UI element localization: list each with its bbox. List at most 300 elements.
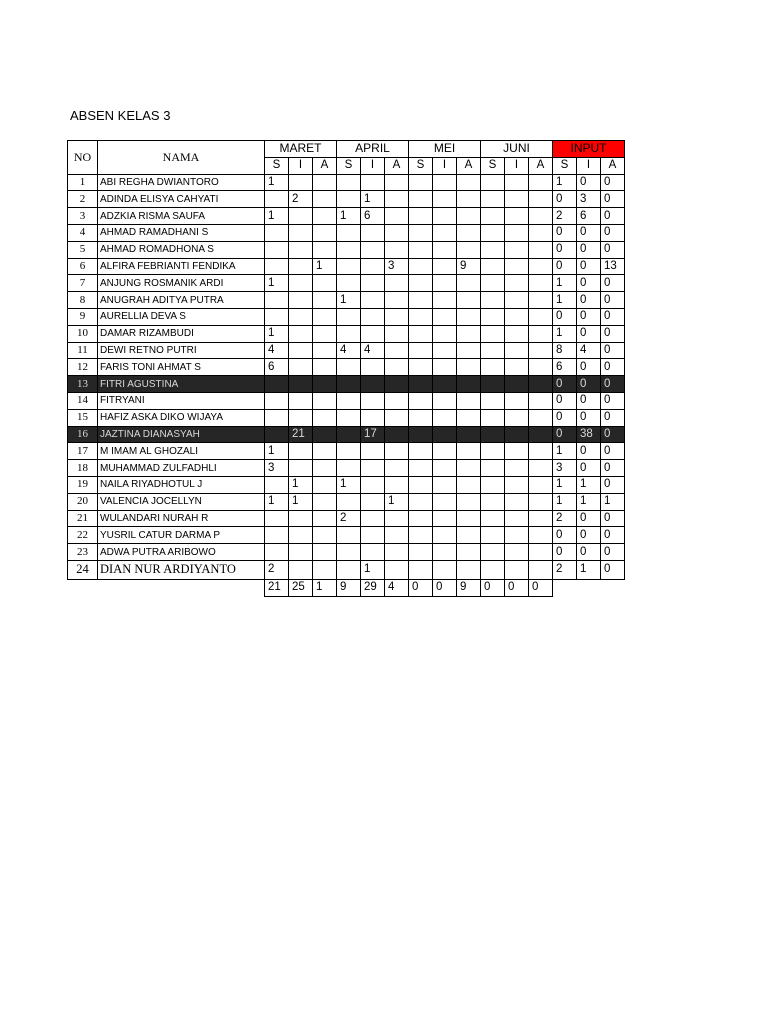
attendance-cell: 4 — [337, 342, 361, 359]
student-name: NAILA RIYADHOTUL J — [98, 476, 265, 493]
attendance-cell — [481, 224, 505, 241]
attendance-cell — [313, 476, 337, 493]
attendance-cell — [481, 342, 505, 359]
attendance-cell — [457, 476, 481, 493]
input-total-cell: 0 — [601, 460, 625, 477]
attendance-cell — [433, 527, 457, 544]
attendance-cell — [361, 224, 385, 241]
input-total-cell: 0 — [601, 443, 625, 460]
attendance-cell — [505, 325, 529, 342]
input-total-cell: 0 — [601, 325, 625, 342]
table-row — [68, 258, 625, 275]
attendance-cell — [409, 409, 433, 426]
attendance-cell — [457, 392, 481, 409]
attendance-cell — [505, 241, 529, 258]
attendance-cell — [457, 359, 481, 376]
attendance-cell — [409, 527, 433, 544]
attendance-cell — [481, 560, 505, 579]
table-row — [68, 560, 625, 579]
attendance-cell — [433, 560, 457, 579]
attendance-cell — [433, 241, 457, 258]
attendance-cell — [409, 560, 433, 579]
attendance-cell — [337, 258, 361, 275]
attendance-cell — [433, 275, 457, 292]
attendance-cell — [361, 443, 385, 460]
attendance-cell: 1 — [361, 191, 385, 208]
attendance-cell: 6 — [361, 208, 385, 225]
attendance-cell — [409, 493, 433, 510]
attendance-cell — [529, 241, 553, 258]
attendance-cell — [313, 443, 337, 460]
attendance-cell — [265, 544, 289, 561]
attendance-cell — [409, 392, 433, 409]
attendance-cell — [433, 208, 457, 225]
attendance-cell — [289, 409, 313, 426]
student-name: M IMAM AL GHOZALI — [98, 443, 265, 460]
row-number: 2 — [68, 191, 98, 208]
attendance-cell: 2 — [265, 560, 289, 579]
input-total-cell: 1 — [577, 493, 601, 510]
attendance-cell — [289, 308, 313, 325]
attendance-cell — [529, 544, 553, 561]
attendance-cell — [313, 174, 337, 191]
student-name: ABI REGHA DWIANTORO — [98, 174, 265, 191]
row-number: 24 — [68, 560, 98, 579]
attendance-cell — [505, 560, 529, 579]
attendance-cell — [385, 208, 409, 225]
row-number: 22 — [68, 527, 98, 544]
attendance-cell — [313, 359, 337, 376]
attendance-cell: 4 — [361, 342, 385, 359]
attendance-cell — [481, 460, 505, 477]
attendance-cell — [409, 325, 433, 342]
student-name: FITRI AGUSTINA — [98, 376, 265, 393]
row-number: 1 — [68, 174, 98, 191]
column-header-no: NO — [68, 141, 98, 175]
input-total-cell: 0 — [577, 325, 601, 342]
attendance-cell: 1 — [265, 275, 289, 292]
attendance-cell — [385, 544, 409, 561]
student-name: DIAN NUR ARDIYANTO — [98, 560, 265, 579]
row-number: 19 — [68, 476, 98, 493]
attendance-cell — [505, 426, 529, 443]
input-total-cell: 0 — [577, 359, 601, 376]
attendance-cell — [313, 426, 337, 443]
input-total-cell: 1 — [553, 292, 577, 309]
attendance-cell — [337, 527, 361, 544]
row-number: 5 — [68, 241, 98, 258]
input-total-cell: 0 — [577, 527, 601, 544]
attendance-cell — [337, 376, 361, 393]
attendance-cell — [289, 241, 313, 258]
attendance-cell — [361, 392, 385, 409]
row-number: 16 — [68, 426, 98, 443]
attendance-cell — [433, 325, 457, 342]
attendance-cell — [385, 460, 409, 477]
attendance-cell — [481, 443, 505, 460]
attendance-cell — [409, 275, 433, 292]
input-total-cell: 0 — [577, 308, 601, 325]
attendance-cell — [457, 460, 481, 477]
attendance-cell — [409, 359, 433, 376]
student-name: DAMAR RIZAMBUDI — [98, 325, 265, 342]
sub-header-cell: A — [457, 157, 481, 174]
column-total-cell: 4 — [385, 579, 409, 596]
input-total-cell: 0 — [577, 409, 601, 426]
sub-header-cell: S — [553, 157, 577, 174]
input-total-cell: 13 — [601, 258, 625, 275]
row-number: 18 — [68, 460, 98, 477]
attendance-cell — [265, 308, 289, 325]
attendance-cell — [505, 443, 529, 460]
sub-header-cell: S — [409, 157, 433, 174]
document-title: ABSEN KELAS 3 — [70, 108, 171, 123]
input-total-cell: 3 — [553, 460, 577, 477]
attendance-cell — [481, 174, 505, 191]
attendance-cell — [337, 426, 361, 443]
row-number: 13 — [68, 376, 98, 393]
student-name: JAZTINA DIANASYAH — [98, 426, 265, 443]
attendance-cell — [313, 292, 337, 309]
attendance-cell — [433, 292, 457, 309]
attendance-cell — [385, 376, 409, 393]
table-row — [68, 241, 625, 258]
attendance-cell — [289, 527, 313, 544]
attendance-cell — [457, 527, 481, 544]
row-number: 4 — [68, 224, 98, 241]
sub-header-cell: S — [481, 157, 505, 174]
attendance-cell — [313, 325, 337, 342]
attendance-cell — [505, 392, 529, 409]
attendance-cell — [433, 460, 457, 477]
attendance-cell — [481, 392, 505, 409]
attendance-cell: 2 — [337, 510, 361, 527]
attendance-cell — [409, 308, 433, 325]
input-total-cell: 0 — [553, 191, 577, 208]
input-total-cell: 0 — [601, 275, 625, 292]
attendance-cell — [289, 174, 313, 191]
input-total-cell: 0 — [601, 560, 625, 579]
attendance-cell — [529, 527, 553, 544]
row-number: 10 — [68, 325, 98, 342]
attendance-cell — [409, 476, 433, 493]
input-total-cell: 0 — [601, 409, 625, 426]
column-total-cell: 21 — [265, 579, 289, 596]
student-name: ANUGRAH ADITYA PUTRA — [98, 292, 265, 309]
attendance-cell — [337, 359, 361, 376]
input-total-cell: 0 — [601, 208, 625, 225]
sub-header-cell: A — [529, 157, 553, 174]
attendance-cell: 1 — [337, 292, 361, 309]
attendance-cell — [265, 258, 289, 275]
attendance-cell — [505, 409, 529, 426]
attendance-cell — [265, 409, 289, 426]
row-number: 14 — [68, 392, 98, 409]
attendance-cell — [409, 544, 433, 561]
table-row — [68, 191, 625, 208]
attendance-cell — [505, 376, 529, 393]
table-row — [68, 208, 625, 225]
input-total-cell: 0 — [601, 527, 625, 544]
month-header-juni: JUNI — [481, 141, 553, 158]
input-total-cell: 0 — [601, 224, 625, 241]
attendance-cell — [385, 342, 409, 359]
attendance-cell — [457, 224, 481, 241]
attendance-cell — [505, 359, 529, 376]
attendance-cell — [337, 560, 361, 579]
totals-row — [68, 579, 625, 596]
input-total-cell: 0 — [601, 342, 625, 359]
input-total-cell: 1 — [577, 560, 601, 579]
attendance-cell — [361, 359, 385, 376]
attendance-cell: 1 — [265, 443, 289, 460]
input-total-cell: 0 — [553, 224, 577, 241]
attendance-cell — [361, 376, 385, 393]
attendance-cell — [313, 527, 337, 544]
attendance-cell — [505, 342, 529, 359]
input-total-cell: 1 — [553, 325, 577, 342]
attendance-cell — [481, 527, 505, 544]
input-total-cell: 0 — [577, 443, 601, 460]
attendance-cell — [289, 544, 313, 561]
attendance-cell: 1 — [265, 208, 289, 225]
input-total-cell: 38 — [577, 426, 601, 443]
attendance-cell — [433, 191, 457, 208]
table-row — [68, 359, 625, 376]
column-total-cell: 25 — [289, 579, 313, 596]
attendance-cell — [289, 510, 313, 527]
attendance-cell — [457, 342, 481, 359]
attendance-cell — [433, 376, 457, 393]
table-row — [68, 376, 625, 393]
sub-header-cell: A — [313, 157, 337, 174]
sub-header-cell: S — [265, 157, 289, 174]
attendance-cell — [529, 560, 553, 579]
attendance-cell — [505, 208, 529, 225]
attendance-cell — [361, 241, 385, 258]
input-total-cell: 1 — [553, 493, 577, 510]
input-total-cell: 0 — [601, 308, 625, 325]
attendance-cell — [529, 191, 553, 208]
input-total-cell: 0 — [577, 392, 601, 409]
table-row — [68, 527, 625, 544]
attendance-cell — [433, 510, 457, 527]
row-number: 9 — [68, 308, 98, 325]
student-name: ANJUNG ROSMANIK ARDI — [98, 275, 265, 292]
sub-header-cell: I — [505, 157, 529, 174]
attendance-cell — [409, 258, 433, 275]
attendance-cell — [481, 191, 505, 208]
attendance-cell: 1 — [337, 476, 361, 493]
attendance-cell — [433, 426, 457, 443]
attendance-cell — [529, 224, 553, 241]
row-number: 12 — [68, 359, 98, 376]
attendance-cell — [481, 409, 505, 426]
attendance-cell — [337, 460, 361, 477]
attendance-cell — [409, 241, 433, 258]
attendance-cell: 3 — [265, 460, 289, 477]
input-total-cell: 1 — [601, 493, 625, 510]
attendance-cell — [361, 510, 385, 527]
attendance-cell — [457, 308, 481, 325]
attendance-cell — [457, 241, 481, 258]
attendance-cell — [361, 460, 385, 477]
row-number: 23 — [68, 544, 98, 561]
input-total-cell: 4 — [577, 342, 601, 359]
attendance-cell: 1 — [337, 208, 361, 225]
input-total-cell: 0 — [577, 460, 601, 477]
attendance-cell — [289, 392, 313, 409]
attendance-cell — [529, 460, 553, 477]
attendance-cell — [265, 191, 289, 208]
attendance-cell — [433, 224, 457, 241]
row-number: 3 — [68, 208, 98, 225]
attendance-cell — [529, 308, 553, 325]
column-total-cell: 9 — [337, 579, 361, 596]
table-row — [68, 476, 625, 493]
attendance-cell — [505, 476, 529, 493]
attendance-cell — [505, 544, 529, 561]
input-total-cell: 0 — [601, 174, 625, 191]
attendance-cell — [433, 476, 457, 493]
attendance-cell — [457, 409, 481, 426]
input-total-cell: 0 — [577, 544, 601, 561]
column-total-cell: 0 — [409, 579, 433, 596]
column-total-cell: 1 — [313, 579, 337, 596]
column-header-nama: NAMA — [98, 141, 265, 175]
attendance-cell: 1 — [265, 493, 289, 510]
attendance-cell: 21 — [289, 426, 313, 443]
student-name: MUHAMMAD ZULFADHLI — [98, 460, 265, 477]
attendance-cell — [409, 191, 433, 208]
student-name: ALFIRA FEBRIANTI FENDIKA — [98, 258, 265, 275]
student-name: ADZKIA RISMA SAUFA — [98, 208, 265, 225]
input-total-cell: 0 — [553, 409, 577, 426]
attendance-cell — [529, 275, 553, 292]
attendance-cell — [289, 292, 313, 309]
attendance-cell — [313, 560, 337, 579]
attendance-cell — [361, 258, 385, 275]
input-total-cell: 0 — [601, 292, 625, 309]
input-total-cell: 1 — [577, 476, 601, 493]
attendance-cell — [265, 510, 289, 527]
attendance-cell — [385, 359, 409, 376]
sub-header-cell: A — [601, 157, 625, 174]
attendance-cell — [289, 325, 313, 342]
totals-spacer — [553, 579, 625, 596]
attendance-cell — [337, 275, 361, 292]
attendance-cell — [505, 460, 529, 477]
input-total-cell: 2 — [553, 560, 577, 579]
attendance-cell — [433, 258, 457, 275]
attendance-cell — [385, 191, 409, 208]
input-total-cell: 0 — [553, 308, 577, 325]
table-body — [68, 174, 625, 596]
student-name: AURELLIA DEVA S — [98, 308, 265, 325]
sub-header-cell: I — [289, 157, 313, 174]
input-total-cell: 0 — [601, 191, 625, 208]
attendance-cell — [529, 292, 553, 309]
table-row — [68, 342, 625, 359]
row-number: 6 — [68, 258, 98, 275]
attendance-cell — [505, 292, 529, 309]
attendance-cell — [361, 275, 385, 292]
column-total-cell: 9 — [457, 579, 481, 596]
attendance-cell — [457, 510, 481, 527]
table-row — [68, 275, 625, 292]
attendance-cell — [433, 493, 457, 510]
attendance-cell — [505, 510, 529, 527]
input-total-cell: 0 — [577, 258, 601, 275]
attendance-cell — [289, 443, 313, 460]
attendance-cell — [313, 308, 337, 325]
attendance-cell — [337, 191, 361, 208]
attendance-cell — [361, 493, 385, 510]
attendance-cell — [529, 476, 553, 493]
attendance-cell — [361, 325, 385, 342]
attendance-cell — [385, 560, 409, 579]
attendance-cell — [457, 191, 481, 208]
attendance-table — [67, 140, 625, 597]
input-total-cell: 0 — [553, 376, 577, 393]
attendance-cell — [433, 174, 457, 191]
attendance-cell — [529, 376, 553, 393]
attendance-cell — [361, 308, 385, 325]
attendance-cell — [385, 308, 409, 325]
input-total-cell: 1 — [553, 174, 577, 191]
attendance-cell — [265, 376, 289, 393]
attendance-cell — [529, 493, 553, 510]
attendance-cell — [409, 292, 433, 309]
attendance-cell — [385, 510, 409, 527]
student-name: ADINDA ELISYA CAHYATI — [98, 191, 265, 208]
attendance-cell — [289, 376, 313, 393]
input-total-cell: 6 — [553, 359, 577, 376]
column-total-cell: 0 — [433, 579, 457, 596]
attendance-cell — [265, 392, 289, 409]
attendance-cell — [313, 544, 337, 561]
attendance-cell — [337, 325, 361, 342]
attendance-cell — [481, 258, 505, 275]
attendance-cell — [265, 527, 289, 544]
student-name: YUSRIL CATUR DARMA P — [98, 527, 265, 544]
attendance-cell — [457, 426, 481, 443]
attendance-cell: 4 — [265, 342, 289, 359]
student-name: FARIS TONI AHMAT S — [98, 359, 265, 376]
attendance-cell — [457, 292, 481, 309]
student-name: AHMAD ROMADHONA S — [98, 241, 265, 258]
table-row — [68, 409, 625, 426]
attendance-cell — [481, 359, 505, 376]
attendance-cell — [361, 292, 385, 309]
input-total-cell: 0 — [601, 544, 625, 561]
input-total-cell: 0 — [553, 258, 577, 275]
attendance-cell — [457, 560, 481, 579]
input-header: INPUT — [553, 141, 625, 158]
table-row — [68, 174, 625, 191]
row-number: 21 — [68, 510, 98, 527]
input-total-cell: 3 — [577, 191, 601, 208]
attendance-cell — [529, 359, 553, 376]
input-total-cell: 1 — [553, 443, 577, 460]
attendance-cell — [313, 191, 337, 208]
input-total-cell: 0 — [577, 174, 601, 191]
attendance-cell — [265, 224, 289, 241]
attendance-cell — [529, 342, 553, 359]
table-row — [68, 544, 625, 561]
attendance-cell: 17 — [361, 426, 385, 443]
input-total-cell: 0 — [577, 241, 601, 258]
